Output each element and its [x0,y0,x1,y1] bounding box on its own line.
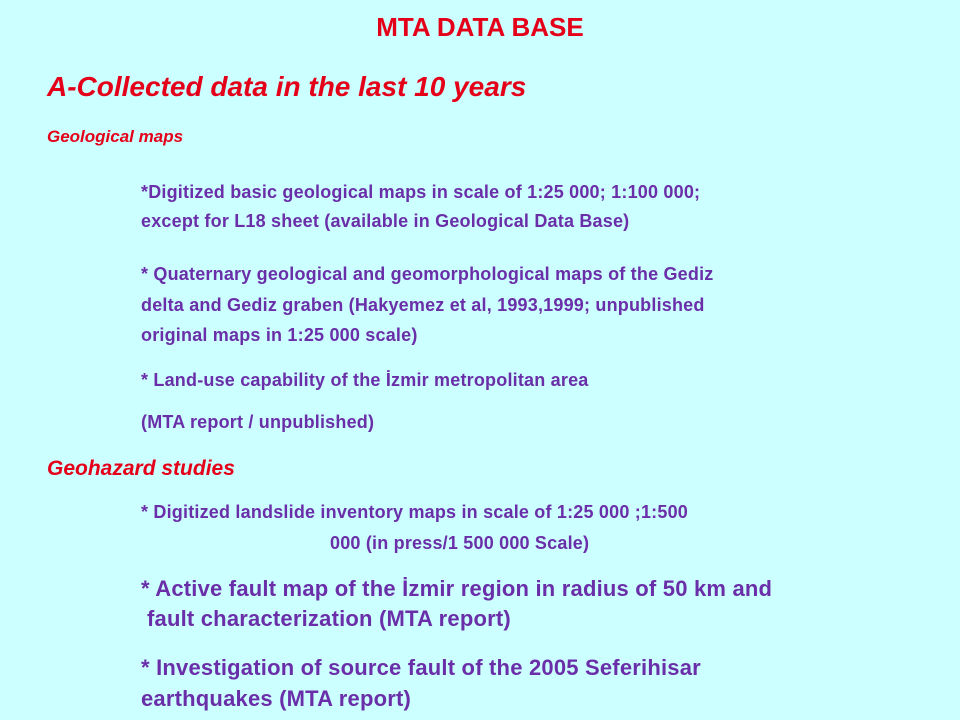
bullet-land-use-line-2: (MTA report / unpublished) [141,412,375,432]
bullet-land-use-line-1: * Land-use capability of the İzmir metropolitan area [141,370,589,390]
bullet-quaternary-maps-line-3: original maps in 1:25 000 scale) [141,325,418,345]
section-heading: A-Collected data in the last 10 years [47,71,527,102]
bullet-quaternary-maps-line-2: delta and Gediz graben (Hakyemez et al, 1993,1999; unpublished [141,295,705,315]
bullet-digitized-geological-maps-line-2: except for L18 sheet (available in Geological Data Base) [141,211,630,231]
bullet-active-fault-map-line-1: * Active fault map of the İzmir region in radius of 50 km and [141,576,773,601]
bullet-source-fault-line-1: * Investigation of source fault of the 2005 Seferihisar [141,655,701,680]
bullet-source-fault-line-2: earthquakes (MTA report) [141,686,412,711]
bullet-quaternary-maps-line-1: * Quaternary geological and geomorphological maps of the Gediz [141,264,714,284]
bullet-landslide-inventory-line-2: 000 (in press/1 500 000 Scale) [330,533,590,553]
geological-maps-heading: Geological maps [47,127,184,146]
slide-title: MTA DATA BASE [376,12,584,42]
bullet-digitized-geological-maps-line-1: *Digitized basic geological maps in scale of 1:25 000; 1:100 000; [141,182,701,202]
bullet-landslide-inventory-line-1: * Digitized landslide inventory maps in scale of 1:25 000 ;1:500 [141,502,688,522]
geohazard-heading: Geohazard studies [47,457,235,480]
bullet-active-fault-map-line-2: fault characterization (MTA report) [147,606,511,631]
